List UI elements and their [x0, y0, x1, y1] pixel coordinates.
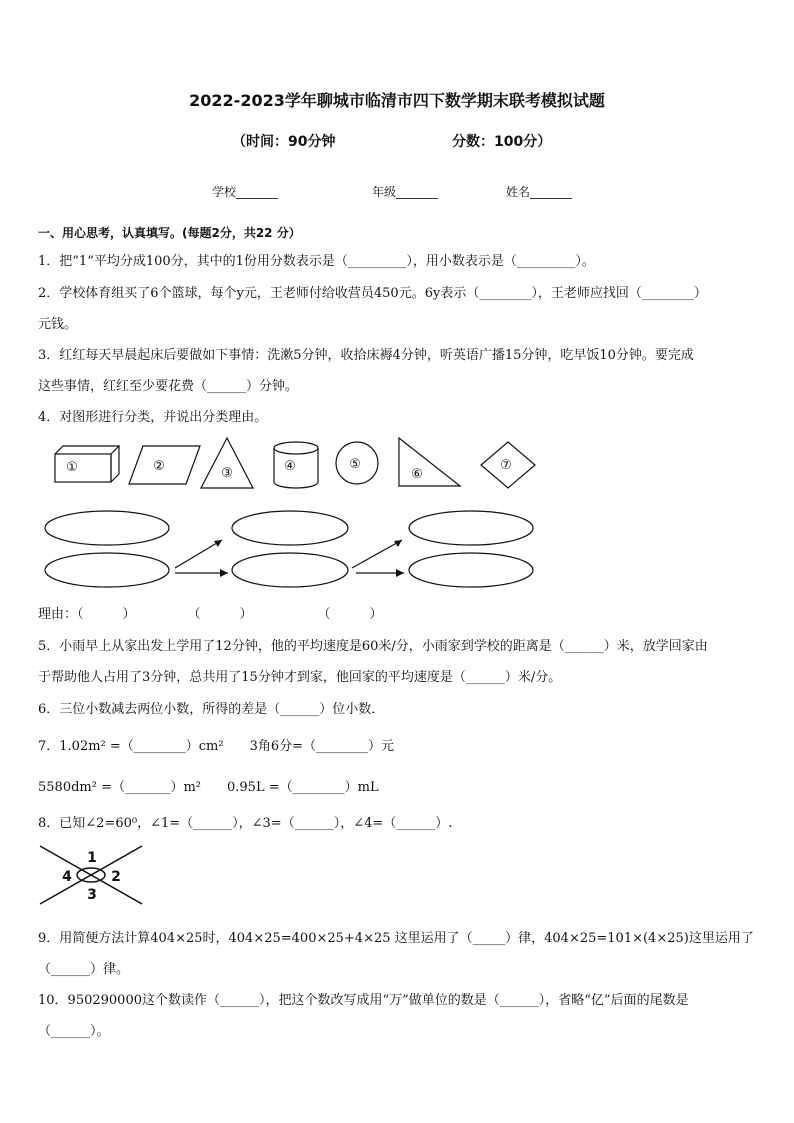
question-1: 1．把“1”平均分成100分，其中的1份用分数表示是（_________），用小数表示是（_________）。: [38, 254, 595, 269]
question-2-cont: 元钱。: [38, 317, 78, 332]
right-triangle-shape: [399, 438, 460, 486]
question-10: 10．950290000这个数读作（______），把这个数改写成用“万”做单位的数是（______），省略“亿”后面的尾数是: [38, 993, 689, 1008]
question-3: 3．红红每天早晨起床后要做如下事情：洗漱5分钟，收拾床褥4分钟，听英语广播15分钟，吃早饭10分钟。要完成: [38, 348, 694, 363]
question-8: 8．已知∠2=60⁰，∠1=（______），∠3=（______），∠4=（______）.: [38, 816, 453, 831]
shape-label-6: ⑥: [411, 467, 423, 482]
angle-label-2: 2: [111, 869, 121, 885]
question-2: 2．学校体育组买了6个篮球，每个y元，王老师付给收营员450元。6y表示（________），王老师应找回（________）: [38, 286, 707, 301]
question-4: 4．对图形进行分类，并说出分类理由。: [38, 410, 268, 425]
question-7: 7．1.02m² =（________）cm² 3角6分=（________）元: [38, 739, 395, 754]
question-3-cont: 这些事情，红红至少要花费（______）分钟。: [38, 379, 299, 394]
cylinder-shape: [274, 442, 318, 488]
page-title: 2022-2023学年聊城市临清市四下数学期末联考模拟试题: [189, 91, 605, 110]
section-heading: 一、用心思考，认真填写。(每题2分，共22 分）: [38, 226, 301, 240]
question-7-cont: 5580dm² =（_______）m² 0.95L =（________）mL: [38, 780, 379, 795]
angle-label-1: 1: [87, 850, 97, 866]
reason-line: 理由：（ ） （ ） （ ）: [38, 607, 383, 622]
time-label: （时间：90分钟: [232, 134, 336, 150]
question-10-cont: （______）。: [38, 1024, 110, 1039]
question-6: 6．三位小数减去两位小数，所得的差是（______）位小数．: [38, 702, 385, 717]
shape-label-2: ②: [153, 459, 165, 474]
name-field: 姓名_______: [506, 185, 573, 199]
question-5-cont: 于帮助他人占用了3分钟，总共用了15分钟才到家，他回家的平均速度是（______）米/分。: [38, 670, 562, 685]
angle-label-4: 4: [62, 869, 72, 885]
angle-label-3: 3: [87, 887, 97, 903]
question-9: 9．用简便方法计算404×25时，404×25=400×25+4×25 这里运用了（_____）律，404×25=101×(4×25)这里运用了: [38, 931, 754, 946]
question-9-cont: （______）律。: [38, 962, 130, 977]
angle-figure: [36, 842, 148, 908]
shape-label-5: ⑤: [349, 457, 361, 472]
shape-label-3: ③: [221, 466, 233, 481]
cuboid-shape: [55, 446, 119, 482]
question-5: 5．小雨早上从家出发上学用了12分钟，他的平均速度是60米/分，小雨家到学校的距离是（______）米，放学回家由: [38, 639, 708, 654]
shape-label-1: ①: [66, 460, 78, 475]
shape-label-4: ④: [284, 459, 296, 474]
shapes-figure: [0, 430, 794, 600]
score-label: 分数：100分）: [452, 134, 552, 150]
grade-field: 年级_______: [372, 185, 439, 199]
shape-label-7: ⑦: [500, 458, 512, 473]
school-field: 学校_______: [212, 185, 279, 199]
